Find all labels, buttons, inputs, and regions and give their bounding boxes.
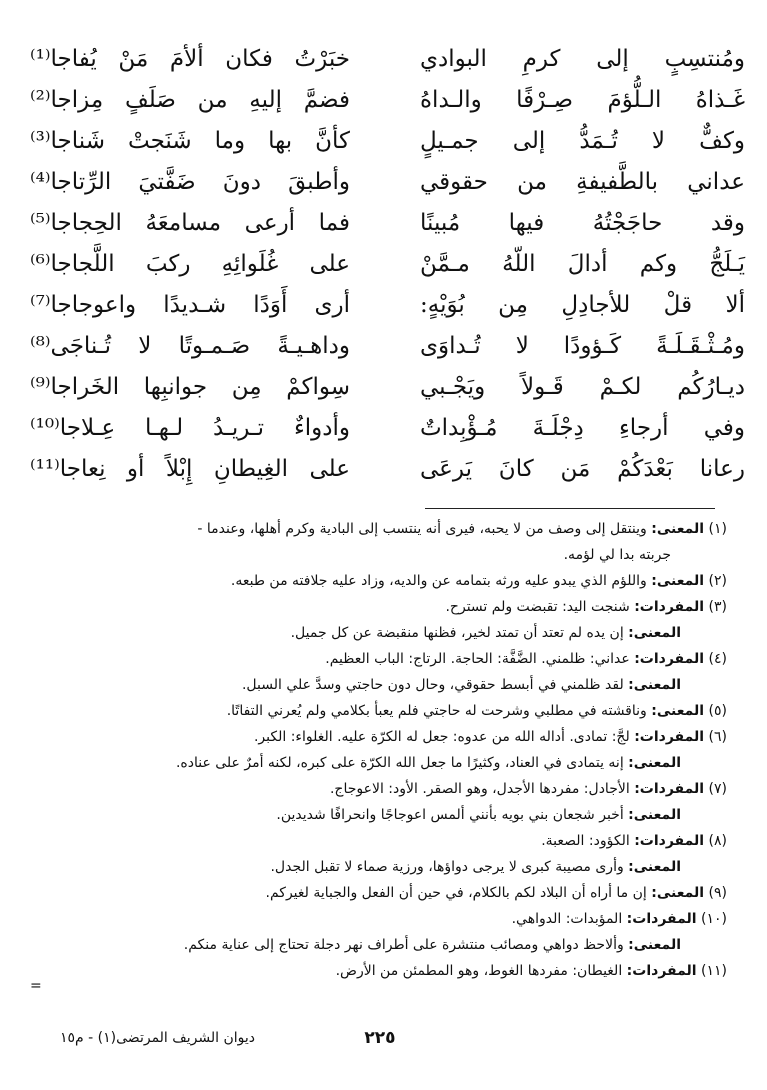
footnote-text: وأرى مصيبة كبرى لا يرجى دواؤها، ورزية صماء لا تقبل الجدل. <box>270 859 624 875</box>
verse-line <box>30 38 745 79</box>
verse-line <box>30 243 745 284</box>
book-title: ديوان الشريف المرتضى(١) - م١٥ <box>60 1030 256 1046</box>
footnote-line <box>37 828 727 854</box>
footnote-line <box>37 932 727 958</box>
footnote-text: شنجت اليد: تقبضت ولم تسترح. <box>445 599 630 615</box>
footnote-line <box>37 958 727 984</box>
verse-line <box>30 120 745 161</box>
footnote-line <box>37 854 727 880</box>
footnote-label: المفردات: <box>634 651 705 667</box>
verse-second-hemistich: فما أرعى مسامعَهُ الحِجاجا⁽⁵⁾ <box>30 209 350 236</box>
footnote-text: لقد ظلمني في أبسط حقوقي، وحال دون حاجتي وسدَّ علي السبل. <box>241 677 624 693</box>
footnote-text: الكؤود: الصعبة. <box>541 833 630 849</box>
verse-first-hemistich: يَـلَجُّ وكم أدالَ اللّهُ مـمَّنْ <box>420 250 745 277</box>
verse-first-hemistich: وكفٌّ لا تُـمَدُّ إلى جمـيلٍ <box>420 127 745 154</box>
footnote-label: المعنى: <box>628 807 681 823</box>
verse-line <box>30 448 745 489</box>
footnote-line <box>37 594 727 620</box>
footnote-text: إن يده لم تعتد أن تمتد لخير، فظنها منقبضة عن كل جميل. <box>290 625 624 641</box>
footnote-label: المفردات: <box>626 963 697 979</box>
footnote-label: المعنى: <box>628 625 681 641</box>
footnote-line <box>37 906 727 932</box>
footnote-label: المعنى: <box>651 703 705 719</box>
footnote-line <box>37 542 727 568</box>
footnote-label: المفردات: <box>634 833 705 849</box>
verse-first-hemistich: وفي أرجاءِ دِجْلَـةَ مُـؤْبِداتٌ <box>420 414 745 441</box>
footnote-line <box>37 880 727 906</box>
verse-second-hemistich: خبَرْتُ فكان ألأمَ مَنْ يُفاجا⁽¹⁾ <box>30 45 350 72</box>
footnote-text: واللؤم الذي يبدو عليه ورثه بتمامه عن والديه، وزاد عليه جلافته من طبعه. <box>230 573 647 589</box>
verse-second-hemistich: على غُلَوائِهِ ركبَ اللَّجاجا⁽⁶⁾ <box>30 250 350 277</box>
verse-second-hemistich: وأطبقَ دونَ ضَفَّتيَ الرِّتاجا⁽⁴⁾ <box>30 168 350 195</box>
footnote-text: الأجادل: مفردها الأجدل، وهو الصقر. الأود: الاعوجاج. <box>329 781 630 797</box>
footnote-number: (١١) <box>701 963 727 979</box>
footnote-line <box>37 568 727 594</box>
verse-first-hemistich: غَـذاهُ الـلُّؤمَ صِـرْفًا والـداهُ <box>420 86 745 113</box>
footnote-line <box>37 646 727 672</box>
footnote-line <box>37 776 727 802</box>
verse-first-hemistich: رعانا بَعْدَكُمْ مَن كانَ يَرعَى <box>420 455 745 482</box>
footnote-line <box>37 750 727 776</box>
verse-second-hemistich: على الغِيطانِ إِبْلاً أو نِعاجا⁽¹¹⁾ <box>30 455 350 482</box>
verse-line <box>30 202 745 243</box>
footnote-line <box>37 698 727 724</box>
verse-line <box>30 366 745 407</box>
verse-line <box>30 325 745 366</box>
footnote-text: الغيطان: مفردها الغوط، وهو المطمئن من الأرض. <box>335 963 623 979</box>
footnote-text: وينتقل إلى وصف من لا يحبه، فيرى أنه ينتسب إلى البادية وكرم أهلها، وعندما - <box>197 521 647 537</box>
footnote-number: (٣) <box>708 599 727 615</box>
verse-second-hemistich: سِواكمْ مِن جوانبِها الخَراجا⁽⁹⁾ <box>30 373 350 400</box>
footnote-text: وناقشته في مطلبي وشرحت له حاجتي فلم يعبأ بكلامي ولم يُعرني التفاتًا. <box>226 703 647 719</box>
verse-first-hemistich: ومُنتسِبٍ إلى كرمِ البوادي <box>420 45 745 72</box>
page-number: ٢٢٥ <box>364 1028 396 1048</box>
footnote-number: (٢) <box>708 573 727 589</box>
footnote-number: (٩) <box>708 885 727 901</box>
footnote-text: لجَّ: تمادى. أداله الله من عدوه: جعل له الكرّة عليه. الغلواء: الكبر. <box>253 729 630 745</box>
footnote-number: (١) <box>708 521 727 537</box>
footnote-label: المفردات: <box>634 781 705 797</box>
footnote-line <box>37 672 727 698</box>
footnote-label: المعنى: <box>651 885 705 901</box>
footnote-label: المعنى: <box>628 937 681 953</box>
footnote-line <box>37 724 727 750</box>
verse-line <box>30 284 745 325</box>
verse-second-hemistich: أرى أَوَدًا شـديدًا واعوجاجا⁽⁷⁾ <box>30 291 350 318</box>
verse-first-hemistich: ديـارُكُم لكـمْ قَـولاً ويَجْـبي <box>420 373 745 400</box>
footnote-number: (٦) <box>708 729 727 745</box>
footnote-label: المعنى: <box>628 755 681 771</box>
footnote-text: جربته بدا لي لؤمه. <box>563 547 671 563</box>
footnote-line <box>37 516 727 542</box>
footnote-number: (١٠) <box>701 911 727 927</box>
footnote-text: أخبر شجعان بني بويه بأنني ألمس اعوجاجًا وانحرافًا شديدين. <box>276 807 624 823</box>
footnote-text: إنه يتمادى في العناد، وكثيرًا ما جعل الله الكرّة على كبره، لكنه أمرٌ على عناده. <box>175 755 624 771</box>
verse-second-hemistich: وأدواءٌ تـريـدُ لـهـا عِـلاجا⁽¹⁰⁾ <box>30 414 350 441</box>
footnote-number: (٨) <box>708 833 727 849</box>
footnote-label: المعنى: <box>651 573 705 589</box>
footnote-label: المفردات: <box>626 911 697 927</box>
footnote-line <box>37 620 727 646</box>
footnote-label: المفردات: <box>634 599 705 615</box>
footnote-text: المؤبدات: الدواهي. <box>511 911 623 927</box>
verse-second-hemistich: فضمَّ إليهِ من صَلَفٍ مِزاجا⁽²⁾ <box>30 86 350 113</box>
verse-line <box>30 79 745 120</box>
footnote-rule <box>425 508 715 509</box>
footnote-text: عداني: ظلمني. الضَّفَّة: الحاجة. الرتاج: الباب العظيم. <box>325 651 630 667</box>
verse-first-hemistich: وقد حاجَجْتُهُ فيها مُبينًا <box>420 209 745 236</box>
verse-line <box>30 161 745 202</box>
footnote-text: وألاحظ دواهي ومصائب منتشرة على أطراف نهر دجلة تحتاج إلى عناية منكم. <box>183 937 624 953</box>
footnote-line <box>37 802 727 828</box>
verse-first-hemistich: عداني بالطَّفيفةِ من حقوقي <box>420 168 745 195</box>
verse-first-hemistich: ومُـثْـقَـلَـةً كَـؤودًا لا تُـداوَى <box>420 332 745 359</box>
footnote-label: المعنى: <box>628 859 681 875</box>
footnote-label: المفردات: <box>634 729 705 745</box>
footnote-number: (٤) <box>708 651 727 667</box>
poem <box>30 38 745 489</box>
verse-first-hemistich: ألا قلْ للأجادِلِ مِن بُوَيْهٍ: <box>420 291 745 318</box>
footnote-number: (٥) <box>708 703 727 719</box>
footnotes <box>37 516 727 984</box>
verse-second-hemistich: كأنَّ بها وما شَنَجتْ شَناجا⁽³⁾ <box>30 127 350 154</box>
verse-line <box>30 407 745 448</box>
footnote-label: المعنى: <box>651 521 705 537</box>
equals-mark: = <box>30 978 42 994</box>
footnote-number: (٧) <box>708 781 727 797</box>
verse-second-hemistich: وداهـيـةً صَـمـوتًا لا تُـناجَى⁽⁸⁾ <box>30 332 350 359</box>
footnote-label: المعنى: <box>628 677 681 693</box>
footnote-text: إن ما أراه أن البلاد لكم بالكلام، في حين أن الفعل والجباية لغيركم. <box>265 885 647 901</box>
